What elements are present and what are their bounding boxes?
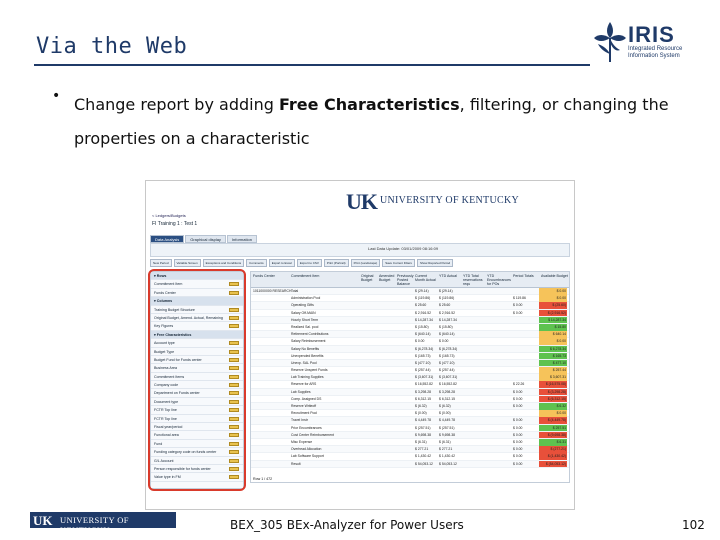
toolbar-button[interactable]: Export to CSV [297,259,322,267]
table-cell: $ (3,607.31) [439,375,458,380]
available-budget-cell [539,410,567,417]
available-budget-cell [539,425,567,432]
table-cell: $ (6.32) [439,404,451,408]
table-cell: $ 1,430.42 [415,454,432,459]
table-cell: $ 6,312.15 [439,396,456,401]
table-cell: $ 16,552.82 [415,382,433,387]
table-cell: Unexpended Benefits [291,353,324,358]
table-cell: $ 6.32 [556,404,566,408]
table-row [251,331,569,338]
available-budget-cell [539,302,567,309]
table-cell: $ 257.44 [552,368,566,373]
table-cell: Lab Supplies [291,389,311,394]
available-budget-cell [539,403,567,410]
pager[interactable]: Row 1 / 472 [253,477,273,481]
table-cell: $ (29.14) [415,289,429,293]
table-row [251,324,569,331]
table-cell: $ 3,607.31 [549,375,566,380]
table-cell: Unexp. SAL Pool [291,360,317,365]
table-row [251,295,569,302]
available-budget-cell [539,324,567,331]
grid-column-header[interactable]: Funds Center [253,274,275,278]
table-cell: $ 6.31 [556,439,566,444]
table-cell: $ 54,053.12 [439,461,457,466]
table-cell: Realized Sal. pool [291,324,319,329]
available-budget-cell [539,453,567,460]
table-cell: $ 0.00 [513,310,523,315]
table-cell: $ (119.86) [415,296,431,301]
table-cell: $ (6,278.34) [439,346,458,351]
table-cell: $ (257.44) [439,368,455,373]
available-budget-cell [539,331,567,338]
table-cell: $ 0.00 [513,432,523,437]
table-cell: $ 119.86 [513,296,526,301]
table-cell: $ 0.00 [439,339,449,344]
nav-item-label: Commitment Item [154,282,183,287]
results-grid [250,271,570,483]
tab-strip [150,243,570,257]
table-cell: $ (15.80) [439,324,453,329]
grid-column-header[interactable]: Current Month Actual [415,274,436,282]
available-budget-cell [539,288,567,295]
embedded-screenshot [145,180,575,510]
table-cell: $ 4,449.78 [415,418,432,423]
table-cell: $ 0.00 [556,411,566,416]
nav-item-label: Budget Type [154,349,175,354]
table-cell: $ (165.73) [439,353,455,358]
flower-icon [592,20,628,64]
toolbar-button[interactable]: Exceptions and Conditions [203,259,245,267]
table-cell: $ (9,698.38) [547,432,566,437]
table-cell: $ (257.51) [439,425,455,430]
nav-item-label: Training Budget Structure [154,307,195,312]
bullet-prefix: Change report by adding [74,95,279,114]
table-cell: $ 0.00 [556,339,566,344]
table-cell: $ 1,430.42 [439,454,456,459]
table-cell: Lab Training Supplies [291,375,324,380]
toolbar-button[interactable]: Save Current Filters [382,259,415,267]
table-cell: $ (2,916.52) [547,310,566,315]
table-cell: $ 2,916.52 [415,310,432,315]
available-budget-cell [539,381,567,388]
table-row [251,338,569,345]
footer-logo [30,512,176,535]
table-cell: $ (54,053.12) [545,461,566,466]
table-cell: $ 3,298.28 [439,389,456,394]
available-budget-cell [539,338,567,345]
nav-item-label: Key Figures [154,324,174,329]
footer-logo-text: UNIVERSITY OF KENTUCKY [60,515,129,535]
available-budget-cell [539,417,567,424]
available-budget-cell [539,353,567,360]
available-budget-cell [539,439,567,446]
table-cell: $ (15.80) [415,324,429,329]
available-budget-cell [539,446,567,453]
table-row [251,432,569,439]
footer-center-text: BEX_305 BEx-Analyzer for Power Users [230,518,464,532]
table-cell: $ 9,698.38 [415,432,432,437]
table-cell: $ 0.00 [513,447,523,452]
table-cell: Cost Center Reimbursement [291,432,334,437]
uk-mark: UK [346,189,377,214]
table-cell: Prior Encumbrances [291,425,322,430]
table-cell: $ (165.73) [415,353,431,358]
table-cell: $ (119.86) [439,296,455,301]
table-cell: Lab Software Support [291,454,324,459]
table-cell: $ 4,449.78 [439,418,456,423]
table-cell: $ (0.00) [415,411,427,416]
table-row [251,346,569,353]
table-cell: $ (640.14) [439,332,455,337]
grid-column-header[interactable]: YTD Actual [439,274,457,278]
table-cell: $ 0.00 [415,339,425,344]
nav-item-label: Commitment Items [154,374,185,379]
grid-column-header[interactable]: Original Budget [361,274,374,282]
toolbar-button[interactable]: Variable Screen [174,259,201,267]
grid-column-header[interactable]: Available Budget [541,274,568,278]
nav-item-label: Document type [154,399,179,404]
toolbar-button[interactable]: New Period [150,259,172,267]
available-budget-cell [539,461,567,468]
table-cell: $ 0.00 [513,439,523,444]
table-cell: $ 14,287.34 [439,317,457,322]
table-row [251,453,569,460]
table-cell: Travel Instr [291,418,308,423]
free-characteristics-highlight [148,269,246,491]
available-budget-cell [539,396,567,403]
toolbar-button[interactable]: Comments [246,259,267,267]
grid-header [251,272,569,288]
table-cell: $ (6,278.34) [415,346,434,351]
uk-banner-text: UNIVERSITY OF KENTUCKY [380,195,520,206]
table-row [251,446,569,453]
page-number: 102 [682,518,705,532]
iris-tagline: Integrated Resource Information System [628,46,683,59]
last-update: Last Data Update: 03/01/2009 08:16:09 [368,246,439,251]
tab-0[interactable]: Data Analysis [150,235,184,243]
table-cell: Misc Expense [291,439,313,444]
bullet-bold: Free Characteristics [278,95,460,114]
table-row [251,310,569,317]
toolbar-button[interactable]: Print (Landscape) [351,259,381,267]
table-cell: $ 0.00 [513,461,523,466]
table-cell: 1011000000 RESEARCH [253,289,292,293]
grid-column-header[interactable]: YTD Encumbrances for POs [487,274,511,286]
table-cell: $ 165.73 [552,353,566,358]
table-cell: $ 477.10 [552,360,566,365]
nav-item-label: Department on Funds center [154,391,200,396]
table-cell: Hourly Short Term [291,317,319,322]
table-cell: $ (640.14) [415,332,431,337]
table-cell: $ 0.00 [513,404,523,408]
table-cell: $ 0.00 [556,289,566,293]
grid-column-header[interactable]: Amended Budget [379,274,395,282]
table-row [251,360,569,367]
table-cell: Salary Reimbursement [291,339,326,344]
table-cell: Reserve Unspent Funds [291,368,328,373]
table-cell: $ 0.00 [513,425,523,430]
available-budget-cell [539,389,567,396]
table-cell: $ (29.14) [439,289,453,293]
toolbar-button[interactable]: Export to Excel [269,259,295,267]
tab-bar [150,235,257,243]
table-cell: $ 257.51 [552,425,566,430]
table-cell: $ (277.21) [550,447,566,452]
footer-logo-mark: UK [33,513,53,528]
toolbar [150,259,570,267]
nav-item-label: ▾ Rows [154,274,167,278]
table-row [251,389,569,396]
table-cell: $ (3,607.31) [415,375,434,380]
grid-column-header[interactable]: Previously Posted Balance [397,274,414,286]
nav-item-label: Funds Center [154,290,176,295]
table-cell: $ 2,916.52 [439,310,456,315]
table-row [251,417,569,424]
grid-column-header[interactable]: Commitment Item [291,274,320,278]
table-cell: $ 9,698.38 [439,432,456,437]
nav-item-label: Value type in FM [154,475,181,480]
available-budget-cell [539,432,567,439]
table-cell: $ 277.21 [415,447,429,452]
table-cell: $ 0.00 [556,296,566,301]
table-cell: $ (477.10) [439,360,455,365]
table-cell: $ (1,430.42) [547,454,566,459]
table-cell: Result [291,461,301,466]
available-budget-cell [539,360,567,367]
table-cell: $ (3,298.28) [547,389,566,394]
uk-banner [346,189,546,214]
table-cell: Operating Gifts [291,303,314,308]
table-row [251,367,569,374]
table-cell: Retirement Contributions [291,332,329,337]
table-row [251,302,569,309]
table-cell: $ (4,449.78) [547,418,566,423]
nav-item-label: Original Budget, Amend. Actual, Remaining [154,315,223,320]
breadcrumb[interactable]: < Ledgers/Budgets [152,213,186,218]
table-cell: $ 25.60 [439,303,451,308]
report-title: FI Training 1 : Test 1 [152,221,198,227]
toolbar-button[interactable]: Print (Portrait) [324,259,349,267]
nav-item-label: Business Area [154,366,177,371]
table-cell: $ 6,278.34 [549,346,566,351]
table-row [251,353,569,360]
table-cell: Overhead Allocation [291,447,322,452]
table-cell: $ 6,312.15 [415,396,432,401]
title-rule [34,64,590,66]
table-cell: Salary No Benefits [291,346,320,351]
nav-item-label: FCTR Top line [154,408,177,413]
table-cell: $ 3,298.28 [415,389,432,394]
table-row [251,425,569,432]
table-cell: $ (6,312.15) [547,396,566,401]
nav-item-label: ▾ Columns [154,299,173,304]
table-cell: $ 14,287.34 [548,317,566,322]
bullet-text [74,88,674,156]
nav-item-label: Functional area [154,433,179,438]
nav-item-label: Company code [154,383,179,388]
table-cell: Reserve for ARS [291,382,317,387]
table-cell: $ 15.80 [554,324,566,329]
table-row [251,403,569,410]
table-cell: Reserve Writeoff [291,404,317,408]
available-budget-cell [539,317,567,324]
table-cell: Total [291,289,299,293]
table-cell: Salary Off-MAIN [291,310,316,315]
toolbar-button[interactable]: Show Reported Period [417,259,453,267]
table-cell: $ 640.14 [552,332,566,337]
table-row [251,288,569,295]
table-cell: $ 25.60 [415,303,427,308]
available-budget-cell [539,310,567,317]
tab-1[interactable]: Graphical display [185,235,226,243]
table-cell: $ (6.32) [415,404,427,408]
table-cell: $ 0.00 [513,454,523,459]
table-cell: $ (6.31) [415,439,427,444]
nav-item-label: Fund [154,441,163,446]
table-row [251,317,569,324]
bullet-marker: • [52,88,61,104]
grid-column-header[interactable]: YTD Total reservations requ [463,274,483,286]
iris-wordmark: IRIS [628,22,675,47]
table-cell: $ 0.00 [513,396,523,401]
table-cell: $ (257.44) [415,368,431,373]
nav-item-label: Funding category code on funds center [154,450,217,455]
available-budget-cell [539,367,567,374]
tab-2[interactable]: Information [227,235,257,243]
nav-item-label: Person responsible for funds center [154,466,211,471]
grid-column-header[interactable]: Period Totals [513,274,534,278]
table-cell: $ (25.60) [552,303,566,308]
nav-item-label: Fiscal year/period [154,425,183,430]
nav-item-label: G/L Account [154,458,174,463]
table-row [251,439,569,446]
table-cell: $ (257.51) [415,425,431,430]
available-budget-cell [539,346,567,353]
table-cell: Comp. Assigned DS [291,396,322,401]
table-cell: $ 14,287.34 [415,317,433,322]
table-cell: $ 16,552.82 [439,382,457,387]
nav-item-label: Account type [154,341,175,346]
table-cell: $ 277.21 [439,447,453,452]
bullet-suffix: , filtering, or changing the properties on a characteristic [74,95,669,148]
table-cell: $ 0.00 [513,303,523,308]
nav-item-label: FCTR Top line [154,416,177,421]
table-cell: $ (16,575.08) [545,382,566,387]
table-row [251,461,569,468]
table-cell: $ 54,053.12 [415,461,433,466]
table-cell: $ 0.00 [513,418,523,423]
table-row [251,396,569,403]
table-cell: $ 22.26 [513,382,525,387]
slide-title: Via the Web [36,34,188,59]
available-budget-cell [539,374,567,381]
table-row [251,381,569,388]
table-row [251,410,569,417]
available-budget-cell [539,295,567,302]
table-cell: $ (0.00) [439,411,451,416]
table-cell: $ 0.00 [513,389,523,394]
nav-item-label: ▾ Free Characteristics [154,332,192,337]
nav-item-label: Budget Fund for Funds center [154,357,202,362]
iris-logo [592,18,692,70]
table-cell: Recruitment Pool [291,411,318,416]
table-cell: $ (6.31) [439,439,451,444]
table-row [251,374,569,381]
table-cell: $ (477.10) [415,360,431,365]
table-cell: Administration Pool [291,296,321,301]
